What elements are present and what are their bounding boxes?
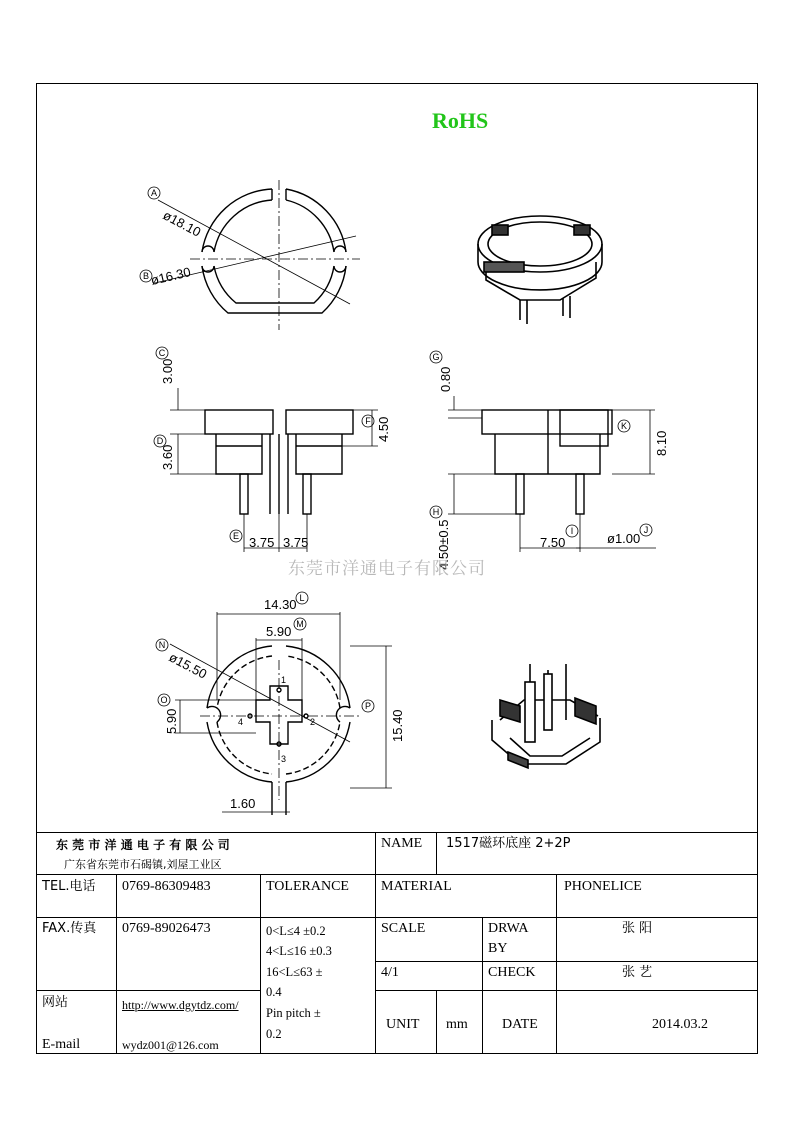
drawn-by-label-1: DRWA	[488, 921, 529, 936]
svg-text:O: O	[160, 695, 168, 705]
drawn-by-value: 张 阳	[622, 921, 653, 936]
date-label: DATE	[502, 1017, 538, 1032]
ref-o	[158, 694, 170, 706]
dim-l: 14.30	[264, 597, 297, 612]
dim-n: ø15.50	[166, 649, 210, 682]
ref-c	[156, 347, 168, 359]
svg-text:I: I	[570, 526, 574, 536]
material-label: MATERIAL	[381, 879, 452, 894]
rohs-mark: RoHS	[432, 108, 489, 133]
ref-d	[154, 435, 166, 447]
tolerance-label: TOLERANCE	[266, 879, 349, 894]
svg-text:P: P	[364, 701, 372, 711]
tolerance-row-3-value: 0.4	[266, 985, 282, 999]
dim-b: ø16.30	[149, 264, 193, 288]
tolerance-row-1: 0<L≤4 ±0.2	[266, 924, 326, 938]
ref-a	[148, 187, 160, 199]
tb-line	[375, 961, 758, 962]
company-address: 广东省东莞市石碣镇,刘屋工业区	[64, 858, 222, 871]
tb-line	[436, 832, 437, 874]
dim-g: 0.80	[438, 366, 453, 392]
isometric-view-bottom	[492, 664, 600, 768]
tolerance-row-4-value: 0.2	[266, 1027, 282, 1041]
dim-o: 5.90	[164, 708, 179, 734]
tel-value: 0769-86309483	[122, 879, 211, 894]
phonelice-label: PHONELICE	[564, 879, 642, 894]
tb-line	[36, 990, 260, 991]
svg-text:C: C	[158, 348, 166, 358]
svg-text:J: J	[643, 525, 649, 535]
fax-value: 0769-89026473	[122, 921, 211, 936]
ref-e	[230, 530, 242, 542]
tb-line	[482, 917, 483, 1054]
ref-p	[362, 700, 374, 712]
tb-line	[260, 874, 261, 1054]
tb-line	[556, 874, 557, 1054]
svg-text:D: D	[156, 436, 164, 446]
ref-h	[430, 506, 442, 518]
svg-text:M: M	[296, 619, 304, 629]
pin-2: 2	[310, 717, 316, 727]
dim-e1: 3.75	[249, 535, 275, 550]
dim-c: 3.00	[160, 358, 175, 384]
tb-line	[375, 990, 758, 991]
ref-m	[294, 618, 306, 630]
dim-j: ø1.00	[607, 531, 641, 546]
unit-value: mm	[446, 1017, 468, 1032]
name-value: 1517磁环底座 2+2P	[446, 836, 571, 851]
svg-text:L: L	[299, 593, 305, 603]
ref-k	[618, 420, 630, 432]
tel-label: TEL.电话	[42, 879, 96, 894]
svg-text:E: E	[232, 531, 240, 541]
dim-i: 7.50	[540, 535, 566, 550]
dim-a: ø18.10	[160, 207, 204, 240]
scale-value: 4/1	[381, 965, 399, 980]
dim-f: 4.50	[376, 416, 391, 442]
dim-q: 1.60	[230, 796, 256, 811]
fax-label: FAX.传真	[42, 921, 97, 936]
tb-line	[36, 832, 758, 833]
ref-i	[566, 525, 578, 537]
isometric-view-top	[478, 216, 602, 324]
svg-text:G: G	[432, 352, 440, 362]
dim-h: 4.50±0.5	[436, 519, 451, 570]
company-watermark: 东莞市洋通电子有限公司	[288, 559, 486, 579]
ref-g	[430, 351, 442, 363]
ref-l	[296, 592, 308, 604]
top-view-ring	[202, 189, 346, 313]
tolerance-row-3: 16<L≤63 ±	[266, 965, 323, 979]
check-value: 张 艺	[622, 965, 653, 980]
ref-n	[156, 639, 168, 651]
tb-line	[375, 832, 376, 1054]
svg-text:F: F	[365, 416, 371, 426]
front-view	[205, 410, 353, 514]
dim-p: 15.40	[390, 709, 405, 742]
pin-4: 4	[238, 717, 244, 727]
pin-3: 3	[281, 754, 287, 764]
svg-text:K: K	[620, 421, 628, 431]
dim-d: 3.60	[160, 444, 175, 470]
tb-line	[436, 990, 437, 1054]
pin-1: 1	[281, 675, 287, 685]
dim-k: 8.10	[654, 430, 669, 456]
svg-text:H: H	[432, 507, 440, 517]
title-block	[36, 832, 758, 1054]
check-label: CHECK	[488, 965, 536, 980]
email-label: E-mail	[42, 1037, 81, 1052]
company-name: 东 莞 市 洋 通 电 子 有 限 公 司	[56, 838, 230, 852]
dim-e2: 3.75	[283, 535, 309, 550]
tolerance-row-4: Pin pitch ±	[266, 1006, 321, 1020]
web-label: 网站	[42, 995, 69, 1010]
tolerance-row-2: 4<L≤16 ±0.3	[266, 944, 332, 958]
website-link[interactable]: http://www.dgytdz.com/	[122, 998, 239, 1012]
date-value: 2014.03.2	[652, 1017, 708, 1032]
svg-text:N: N	[158, 640, 166, 650]
tb-line	[116, 874, 117, 1054]
name-label: NAME	[381, 836, 423, 851]
dim-m: 5.90	[266, 624, 292, 639]
tb-line	[36, 874, 758, 875]
svg-text:A: A	[150, 188, 158, 198]
email-value: wydz001@126.com	[122, 1038, 219, 1052]
svg-text:B: B	[142, 271, 150, 281]
tb-line	[36, 917, 758, 918]
unit-label: UNIT	[386, 1017, 420, 1032]
drawn-by-label-2: BY	[488, 941, 508, 956]
ref-j	[640, 524, 652, 536]
scale-label: SCALE	[381, 921, 426, 936]
side-view	[482, 410, 612, 514]
